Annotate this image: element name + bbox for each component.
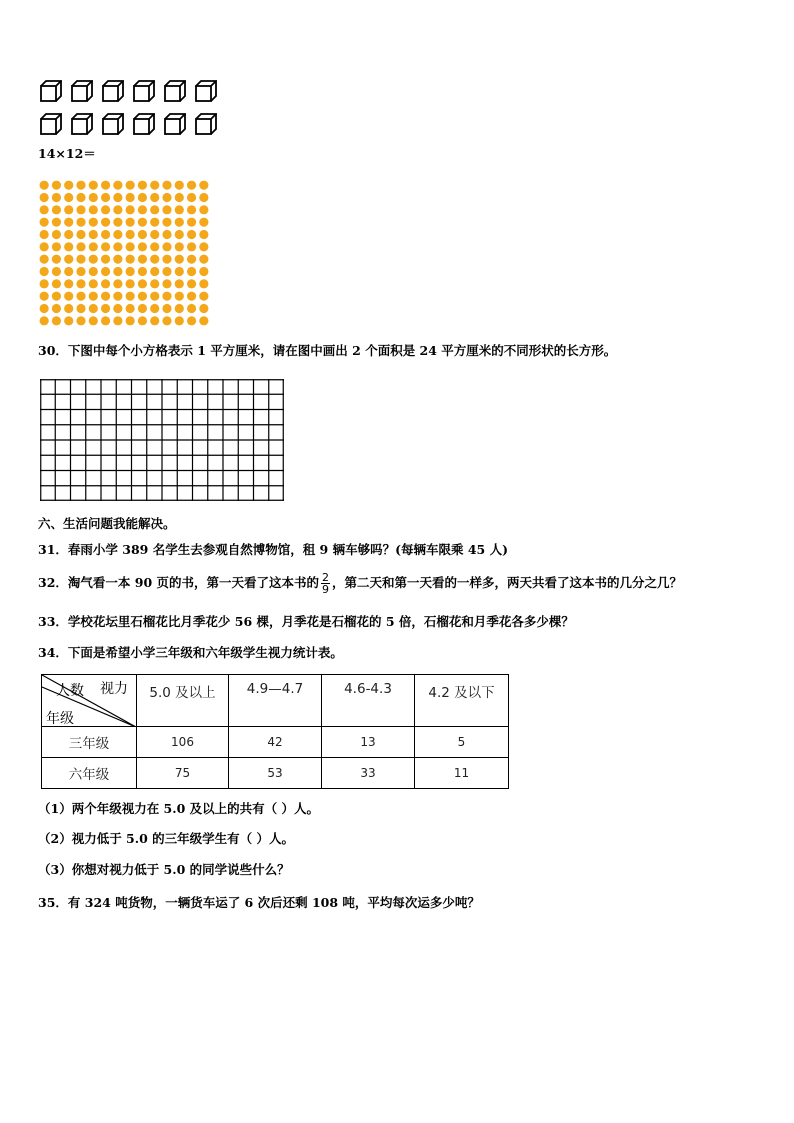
dot	[52, 316, 61, 325]
dot	[187, 316, 196, 325]
question-33: 33．学校花坛里石榴花比月季花少 56 棵，月季花是石榴花的 5 倍，石榴花和月季花各多少棵？	[38, 614, 574, 629]
dot	[138, 242, 147, 251]
dot	[64, 279, 73, 288]
dot	[199, 255, 208, 264]
dot	[126, 279, 135, 288]
dot	[187, 267, 196, 276]
dot	[89, 193, 98, 202]
cube-icon	[195, 113, 217, 135]
dot	[150, 218, 159, 227]
dot	[138, 316, 147, 325]
dot	[175, 292, 184, 301]
cube-icon	[133, 80, 155, 102]
dot	[175, 218, 184, 227]
dot	[101, 304, 110, 313]
section-6-title: 六、生活问题我能解决。	[38, 516, 176, 531]
dot	[52, 205, 61, 214]
dot	[113, 255, 122, 264]
dot	[40, 218, 49, 227]
dot	[199, 316, 208, 325]
dot	[40, 316, 49, 325]
question-30: 30．下图中每个小方格表示 1 平方厘米，请在图中画出 2 个面积是 24 平方厘米的不同形状的长方形。	[38, 343, 617, 358]
dot	[64, 316, 73, 325]
dot	[76, 255, 85, 264]
dot	[162, 279, 171, 288]
dot	[64, 205, 73, 214]
dot	[101, 193, 110, 202]
cube-icon	[195, 80, 217, 102]
dot	[113, 292, 122, 301]
table-cell: 75	[137, 758, 229, 789]
dot	[126, 230, 135, 239]
dot	[162, 267, 171, 276]
dot	[175, 316, 184, 325]
dot	[89, 230, 98, 239]
vision-table	[41, 674, 509, 789]
dot	[101, 242, 110, 251]
dot	[101, 316, 110, 325]
dot	[199, 242, 208, 251]
dot	[126, 267, 135, 276]
cube-icon	[71, 113, 93, 135]
dot	[40, 193, 49, 202]
dot	[64, 267, 73, 276]
dot	[52, 181, 61, 190]
dot	[89, 267, 98, 276]
column-header: 4.6-4.3	[322, 675, 415, 727]
dot	[187, 205, 196, 214]
dot	[89, 255, 98, 264]
column-header: 4.9—4.7	[229, 675, 322, 727]
question-32-after: ，第二天和第一天看的一样多，两天共看了这本书的几分之几？	[332, 575, 683, 590]
fraction-numerator: 2	[322, 571, 329, 584]
dot	[76, 292, 85, 301]
dot	[138, 279, 147, 288]
dot	[64, 304, 73, 313]
dot	[89, 304, 98, 313]
dot	[126, 292, 135, 301]
dot	[52, 279, 61, 288]
dot	[162, 218, 171, 227]
column-header: 5.0 及以上	[137, 675, 229, 727]
dot	[113, 267, 122, 276]
dot	[199, 304, 208, 313]
square-grid-figure[interactable]	[40, 379, 284, 501]
dot	[76, 279, 85, 288]
dot	[126, 255, 135, 264]
dot	[76, 304, 85, 313]
dot	[113, 242, 122, 251]
dot	[175, 181, 184, 190]
dot	[101, 230, 110, 239]
fraction-2-9	[321, 572, 330, 595]
dot	[113, 218, 122, 227]
dot	[52, 267, 61, 276]
dot	[126, 242, 135, 251]
cube-icon	[133, 113, 155, 135]
dot	[199, 193, 208, 202]
dot	[113, 205, 122, 214]
table-cell: 33	[322, 758, 415, 789]
fraction-denominator: 9	[322, 583, 329, 596]
dot	[187, 255, 196, 264]
table-cell: 106	[137, 727, 229, 758]
dot	[101, 255, 110, 264]
question-31: 31．春雨小学 389 名学生去参观自然博物馆，租 9 辆车够吗？(每辆车限乘 45 人)	[38, 542, 509, 557]
dot	[187, 292, 196, 301]
dot	[187, 230, 196, 239]
dot	[52, 304, 61, 313]
dot	[138, 193, 147, 202]
dot	[126, 218, 135, 227]
dot	[76, 267, 85, 276]
question-32-before: 32．淘气看一本 90 页的书，第一天看了这本书的	[38, 575, 319, 590]
expression-14x12: 14×12＝	[38, 146, 96, 161]
table-row	[42, 758, 509, 789]
dot	[187, 193, 196, 202]
dot	[52, 230, 61, 239]
table-cell: 42	[229, 727, 322, 758]
dot	[40, 292, 49, 301]
dot	[175, 230, 184, 239]
dot	[113, 181, 122, 190]
dot	[113, 230, 122, 239]
dot	[162, 205, 171, 214]
dot	[187, 242, 196, 251]
dot	[126, 193, 135, 202]
dot	[150, 255, 159, 264]
dot	[199, 205, 208, 214]
dot	[40, 181, 49, 190]
dot	[162, 242, 171, 251]
dot	[187, 218, 196, 227]
dot	[138, 181, 147, 190]
dot	[162, 230, 171, 239]
dot	[64, 230, 73, 239]
dot	[40, 304, 49, 313]
dot	[76, 316, 85, 325]
dot	[162, 292, 171, 301]
dot	[162, 181, 171, 190]
dot	[52, 193, 61, 202]
dot	[89, 205, 98, 214]
dot	[89, 181, 98, 190]
dot	[40, 205, 49, 214]
dot	[175, 242, 184, 251]
cube-icon	[40, 113, 62, 135]
dot	[101, 267, 110, 276]
dot	[40, 267, 49, 276]
dot	[150, 205, 159, 214]
dot	[175, 205, 184, 214]
dot	[101, 181, 110, 190]
table-corner-header	[42, 675, 137, 727]
dot	[162, 255, 171, 264]
dot	[150, 279, 159, 288]
dot	[101, 205, 110, 214]
cube-icon	[102, 113, 124, 135]
dot	[40, 242, 49, 251]
question-34-sub-1: （1）两个年级视力在 5.0 及以上的共有（ ）人。	[38, 801, 320, 816]
dot	[199, 267, 208, 276]
dot	[101, 292, 110, 301]
dot	[101, 279, 110, 288]
dot	[52, 292, 61, 301]
dot	[89, 218, 98, 227]
dot	[40, 255, 49, 264]
dot	[52, 242, 61, 251]
dot	[150, 292, 159, 301]
dot	[64, 292, 73, 301]
dot	[101, 218, 110, 227]
table-cell: 13	[322, 727, 415, 758]
dot	[150, 304, 159, 313]
dot	[76, 218, 85, 227]
dot	[175, 193, 184, 202]
dot	[199, 292, 208, 301]
row-header: 六年级	[42, 758, 137, 789]
dot	[187, 304, 196, 313]
dot	[76, 181, 85, 190]
dot	[187, 181, 196, 190]
dot	[175, 304, 184, 313]
dot	[113, 279, 122, 288]
cube-icon	[40, 80, 62, 102]
dot	[138, 304, 147, 313]
dot	[138, 218, 147, 227]
dot	[138, 267, 147, 276]
dot	[64, 181, 73, 190]
table-row	[42, 727, 509, 758]
dot	[138, 292, 147, 301]
dot	[199, 218, 208, 227]
dot-array-figure	[38, 179, 210, 327]
dot	[138, 255, 147, 264]
dot	[64, 242, 73, 251]
dot	[150, 316, 159, 325]
dot	[199, 230, 208, 239]
dot	[162, 193, 171, 202]
dot	[138, 205, 147, 214]
question-34-sub-3: （3）你想对视力低于 5.0 的同学说些什么？	[38, 862, 290, 877]
dot	[150, 230, 159, 239]
dot	[113, 304, 122, 313]
dot	[89, 279, 98, 288]
dot	[126, 181, 135, 190]
dot	[150, 193, 159, 202]
question-32	[38, 572, 682, 595]
dot	[199, 181, 208, 190]
dot	[64, 193, 73, 202]
dot	[89, 292, 98, 301]
question-34-sub-2: （2）视力低于 5.0 的三年级学生有（ ）人。	[38, 831, 295, 846]
corner-label-grade: 年级	[46, 711, 74, 727]
dot	[89, 316, 98, 325]
dot	[76, 193, 85, 202]
corner-label-vision: 视力	[100, 681, 128, 697]
dot	[76, 242, 85, 251]
dot	[150, 181, 159, 190]
dot	[162, 316, 171, 325]
table-cell: 11	[415, 758, 509, 789]
dot	[126, 205, 135, 214]
dot	[113, 316, 122, 325]
cube-icon	[164, 113, 186, 135]
question-35: 35．有 324 吨货物，一辆货车运了 6 次后还剩 108 吨，平均每次运多少吨？	[38, 895, 480, 910]
table-cell: 53	[229, 758, 322, 789]
question-34: 34．下面是希望小学三年级和六年级学生视力统计表。	[38, 645, 343, 660]
dot	[76, 205, 85, 214]
column-header: 4.2 及以下	[415, 675, 509, 727]
dot	[150, 267, 159, 276]
dot	[126, 304, 135, 313]
cube-icon	[71, 80, 93, 102]
table-cell: 5	[415, 727, 509, 758]
dot	[126, 316, 135, 325]
dot	[76, 230, 85, 239]
dot	[89, 242, 98, 251]
cube-icon	[164, 80, 186, 102]
dot	[162, 304, 171, 313]
dot	[52, 255, 61, 264]
dot	[199, 279, 208, 288]
corner-label-people: 人数	[56, 683, 84, 699]
cube-icon	[102, 80, 124, 102]
dot	[40, 230, 49, 239]
dot	[187, 279, 196, 288]
dot	[138, 230, 147, 239]
dot	[175, 255, 184, 264]
dot	[40, 279, 49, 288]
dot	[52, 218, 61, 227]
dot	[113, 193, 122, 202]
dot	[150, 242, 159, 251]
row-header: 三年级	[42, 727, 137, 758]
dot	[64, 255, 73, 264]
dot	[175, 267, 184, 276]
dot	[175, 279, 184, 288]
dot	[64, 218, 73, 227]
